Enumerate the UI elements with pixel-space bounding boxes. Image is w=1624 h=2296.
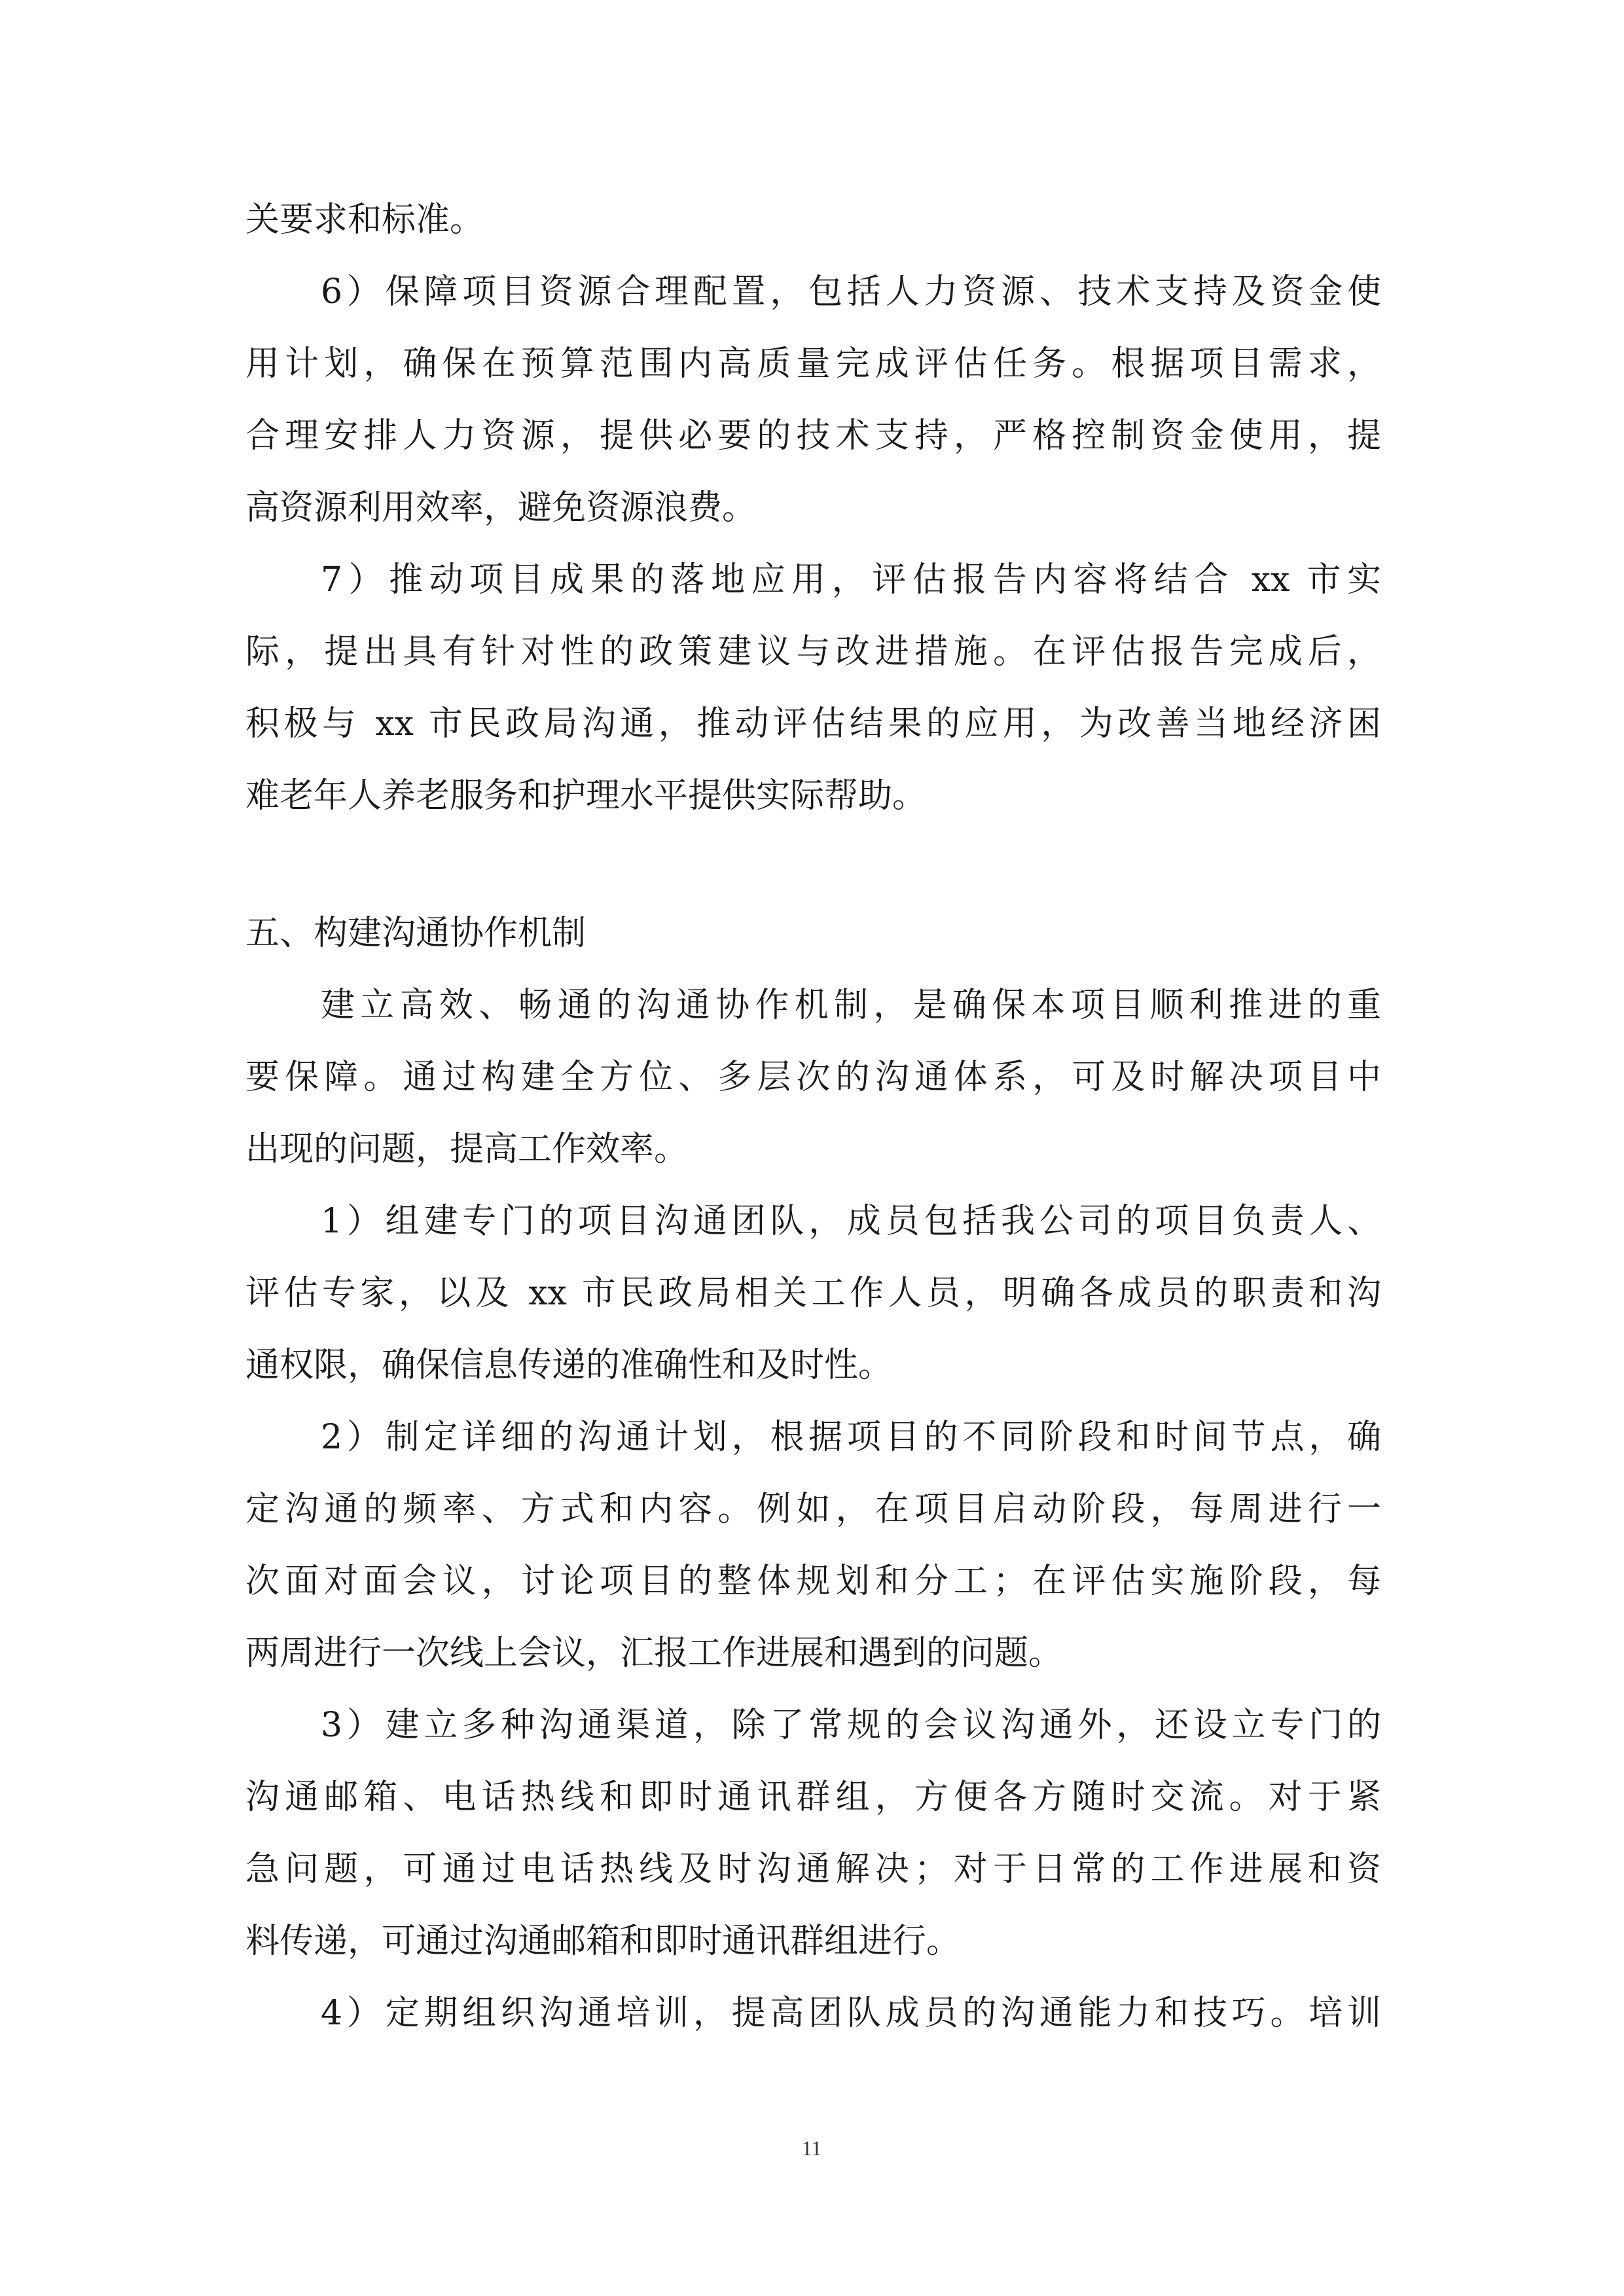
text-line: 两周进行一次线上会议，汇报工作进展和遇到的问题。 xyxy=(245,1634,1063,1673)
text-line: 要保障。通过构建全方位、多层次的沟通体系，可及时解决项目中 xyxy=(245,1058,1381,1097)
text-line: 6）保障项目资源合理配置，包括人力资源、技术支持及资金使 xyxy=(321,272,1381,312)
page-number: 11 xyxy=(801,2136,822,2160)
text-line: 通权限，确保信息传递的准确性和及时性。 xyxy=(245,1346,893,1385)
text-line: 关要求和标准。 xyxy=(245,200,484,240)
text-line: 用计划，确保在预算范围内高质量完成评估任务。根据项目需求， xyxy=(245,344,1381,384)
text-line: 2）制定详细的沟通计划，根据项目的不同阶段和时间节点，确 xyxy=(321,1418,1381,1457)
text-line: 高资源利用效率，避免资源浪费。 xyxy=(245,488,757,528)
text-line: 次面对面会议，讨论项目的整体规划和分工；在评估实施阶段，每 xyxy=(245,1562,1381,1601)
text-line: 4）定期组织沟通培训，提高团队成员的沟通能力和技巧。培训 xyxy=(321,1994,1381,2033)
section-heading: 五、构建沟通协作机制 xyxy=(245,914,586,953)
text-line: 3）建立多种沟通渠道，除了常规的会议沟通外，还设立专门的 xyxy=(321,1706,1381,1745)
text-line: 建立高效、畅通的沟通协作机制，是确保本项目顺利推进的重 xyxy=(321,986,1381,1025)
text-line: 定沟通的频率、方式和内容。例如，在项目启动阶段，每周进行一 xyxy=(245,1490,1381,1529)
text-line: 积极与 xx 市民政局沟通，推动评估结果的应用，为改善当地经济困 xyxy=(245,704,1381,744)
text-line: 际，提出具有针对性的政策建议与改进措施。在评估报告完成后， xyxy=(245,632,1381,672)
text-line: 难老年人养老服务和护理水平提供实际帮助。 xyxy=(245,776,927,816)
text-line: 急问题，可通过电话热线及时沟通解决；对于日常的工作进展和资 xyxy=(245,1850,1381,1889)
text-line: 合理安排人力资源，提供必要的技术支持，严格控制资金使用，提 xyxy=(245,416,1381,456)
text-line: 沟通邮箱、电话热线和即时通讯群组，方便各方随时交流。对于紧 xyxy=(245,1778,1381,1817)
text-line: 出现的问题，提高工作效率。 xyxy=(245,1130,689,1169)
text-line: 1）组建专门的项目沟通团队，成员包括我公司的项目负责人、 xyxy=(321,1202,1381,1241)
text-line: 料传递，可通过沟通邮箱和即时通讯群组进行。 xyxy=(245,1922,961,1961)
text-line: 7）推动项目成果的落地应用，评估报告内容将结合 xx 市实 xyxy=(321,560,1381,600)
text-line: 评估专家，以及 xx 市民政局相关工作人员，明确各成员的职责和沟 xyxy=(245,1274,1381,1313)
